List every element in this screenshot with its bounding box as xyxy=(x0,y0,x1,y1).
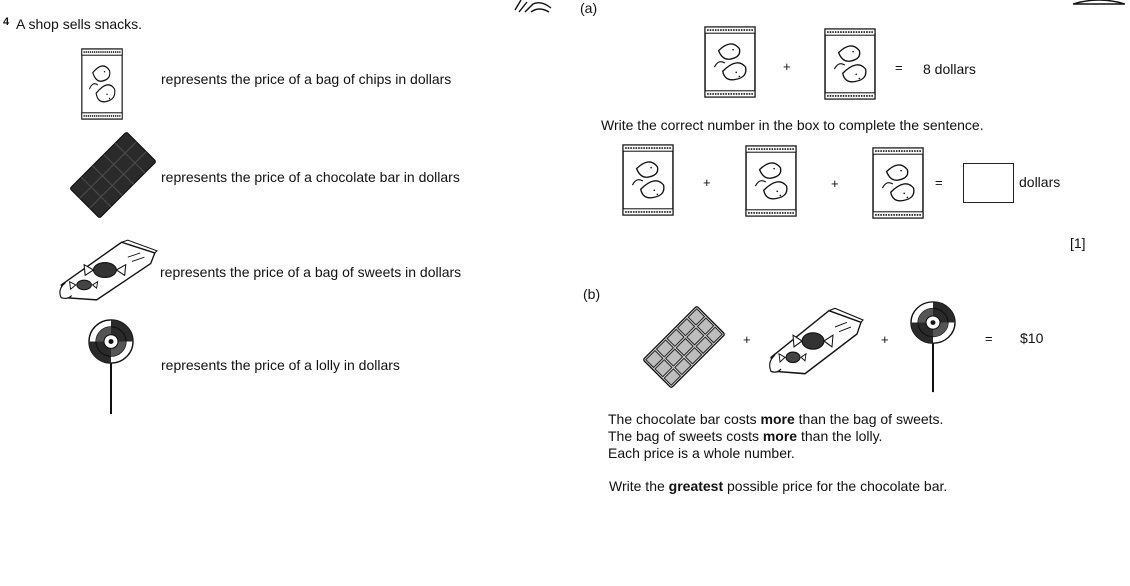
chips-bag-icon xyxy=(81,48,123,120)
sweets-key-text: represents the price of a bag of sweets in dollars xyxy=(160,264,462,280)
equals-sign: = xyxy=(935,175,943,190)
plus-sign: + xyxy=(783,59,791,74)
condition-line-1: The chocolate bar costs more than the bag of sweets. xyxy=(608,411,944,427)
chips-bag-icon xyxy=(872,147,924,219)
lolly-icon xyxy=(908,300,958,394)
plus-sign: + xyxy=(703,175,711,190)
chips-bag-icon xyxy=(745,145,797,217)
chips-bag-icon xyxy=(824,28,876,100)
book-doodle-icon xyxy=(513,0,553,14)
lolly-icon xyxy=(86,318,136,416)
sweets-bag-icon xyxy=(55,238,159,302)
book-corner-icon xyxy=(1073,0,1125,8)
chips-key-text: represents the price of a bag of chips in dollars xyxy=(161,71,452,87)
chocolate-bar-icon xyxy=(68,140,158,210)
sweets-bag-icon xyxy=(765,306,865,376)
part-b-label: (b) xyxy=(583,286,601,302)
part-a-instruction: Write the correct number in the box to complete the sentence. xyxy=(601,117,984,133)
chocolate-key-text: represents the price of a chocolate bar in dollars xyxy=(161,169,460,185)
given-total: 8 dollars xyxy=(923,61,976,77)
chips-bag-icon xyxy=(704,26,756,98)
condition-line-3: Each price is a whole number. xyxy=(608,445,795,461)
plus-sign: + xyxy=(881,332,889,347)
part-a-label: (a) xyxy=(580,0,598,16)
chips-bag-icon xyxy=(622,144,674,216)
answer-unit: dollars xyxy=(1019,174,1061,190)
chocolate-bar-icon xyxy=(640,307,728,385)
question-intro: A shop sells snacks. xyxy=(16,16,143,32)
total-price: $10 xyxy=(1020,330,1044,346)
plus-sign: + xyxy=(831,176,839,191)
lolly-key-text: represents the price of a lolly in dollars xyxy=(161,357,400,373)
plus-sign: + xyxy=(743,332,751,347)
part-b-instruction: Write the greatest possible price for the chocolate bar. xyxy=(609,478,948,494)
question-number: 4 xyxy=(3,16,10,28)
equals-sign: = xyxy=(895,60,903,75)
marks: [1] xyxy=(1070,235,1086,251)
equals-sign: = xyxy=(985,331,993,346)
condition-line-2: The bag of sweets costs more than the lolly. xyxy=(608,428,883,444)
answer-box[interactable] xyxy=(963,163,1014,203)
